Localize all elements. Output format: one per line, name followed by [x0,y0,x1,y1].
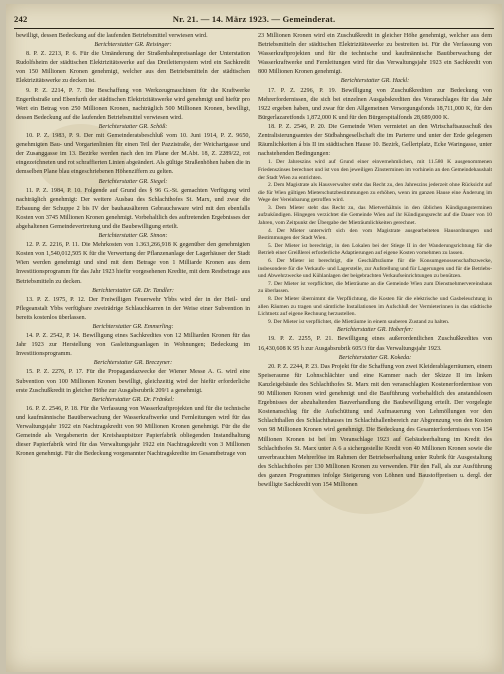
condition-item: 9. Der Mieter ist verpflichtet, die Mieträume in einem sauberen Zustand zu halten. [268,318,450,325]
paragraph: bewilligt, dessen Bedeckung auf die laufenden Betriebsmittel verwiesen wird. [16,33,208,39]
condition-item: 2. Dem Magistrate als Hausverwalter steht das Recht zu, den Jahreszins jederzeit ohne Rücksicht auf die für Wien gültigen Mieterschutzbestimmungen zu erhöhen, wenn im ganzen Hause eine Änderung im Wege der Vereinbarung getroffen wird. [258,182,492,204]
speaker-line: Berichterstatter GR. Reisinger: [94,42,172,49]
speaker-line: Berichterstatter GR. Schöß: [98,123,168,130]
condition-item: 6. Der Mieter ist berechtigt, die Geschäftsräume für die Konsumgenossenschaftszwecke, insbesondere für die Verkaufs- und Lagerstelle, zur Aufstellung und für Lagerungen und für die Betriebs- und Abwehrzwecke und Kühlanlagen der beigebrachten Verkaufseinrichtungen zu benützen. [258,258,492,280]
paragraph: 8. P. Z. 2213, P. 6. Für die Umänderung der Straßenbahnpreisanlage der Unterstation Rudolfsheim der städtischen Elektrizitätswerke auf das Dreileitersystem wird ein Sachkredit von 150 Millionen Kronen genehmigt, welcher aus den Betriebsmitteln der städtischen Elektrizitätswerke zu decken ist. [16,51,250,85]
page-header [14,14,494,28]
paragraph: 19. P. Z. 2255, P. 21. Bewilligung eines außerordentlichen Zuschußkredites von 16,430,608 K 95 h zur Ausgabsrubrik 605/3 für das Verwaltungsjahr 1923. [258,336,492,352]
paragraph: 18. P. Z. 2546, P. 20. Die Gemeinde Wien vermietet an den Wirtschaftsausschuß des Zentralisierungsamtes der Südbahngesellschaft die im Parterre und unter der Erde gelegenen Räumlichkeiten á bis II im städtischen Hause 10. Bezirk, Gellertplatz, Ecke Waringasse, unter nachstehenden Bedingungen: [258,123,492,158]
condition-item: 1. Der Jahreszins wird auf Grund einer einvernehmlichen, mit 11.580 K ausgenommenen Friedenszinses berechnet und ist von den jeweiligen Zinsterminen im vorhinein an den Gemeindehaushalt der Stadt Wien zu entrichten. [258,159,492,181]
condition-item: 8. Der Mieter übernimmt die Verpflichtung, die Kosten für die elektrische und Gasbeleuchtung in allen Räumen zu tragen und sämtliche Installationen im Aufschluß der Vermieterinnen in das städtische Lichtnetz auf eigene Rechnung herzustellen. [258,296,492,318]
speaker-line: Berichterstatter GR. Hoberfer: [336,327,414,334]
paragraph: 15. P. Z. 2276, P. 17. Für die Propagandazwecke der Wiener Messe A. G. wird eine Subvention von 100 Millionen Kronen bewilligt, gleichzeitig wird der hiefür erforderliche erste Zuschußkredit in gleicher Höhe zur Ausgabsrubrik 209/1 a genehmigt. [16,369,250,394]
right-column [258,32,492,664]
speaker-line: Berichterstatter GR. Kokeda: [338,354,412,361]
condition-item: 3. Dem Mieter steht das Recht zu, das Mietverhältnis in den üblichen Kündigungsterminen aufzukündigen. Hingegen verzichtet die Gemeinde Wien auf ihr Kündigungsrecht auf die Dauer von 10 Jahren, vom Zeitpunkt der Übergabe der Mieträumlichkeiten gerechnet. [258,204,492,227]
condition-item: 7. Der Mieter ist verpflichtet, die Mieträume an die Gemeinde Wien zum Dienstnehmervereinshaus zu überlassen. [258,280,492,295]
speaker-line: Berichterstatter GR. Dr. Tandler: [92,287,174,294]
speaker-line: Berichterstatter GR. Breczyner: [93,360,173,367]
left-column [16,32,250,664]
paragraph: 12. P. Z. 2216, P. 11. Die Mehrkosten von 1.363,266,918 K gegenüber den genehmigten Kosten von 1,540,012,505 K für die Verwertung der Pflanzenanlage der Lagerhäuser der Stadt Wien werden genehmigt und sind mit dem Betrage von 1 Milliarde Kronen aus dem Investitionsprogramm für das Jahr 1923 hiefür vorgesehenen Kredite, mit dem Restbetrage aus Betriebsmitteln zu decken. [16,242,250,285]
paragraph: 14. P. Z. 2542, P. 14. Bewilligung eines Sachkredites von 12 Milliarden Kronen für das Jahr 1923 zur Herstellung von Gasleitungsanlagen in Wohnungen; Bedeckung im Investitionsprogramm. [16,333,250,358]
issue-title: Nr. 21. — 14. März 1923. — Gemeinderat. [172,14,336,24]
paragraph: 23 Millionen Kronen wird ein Zuschußkredit in gleicher Höhe genehmigt, welcher aus dem Betriebsmitteln der städtischen Elektrizitätswerke zu bestreiten ist. Für die Verfassung von Wasserkraftprojekten und für die technische und kaufmännische Bauüberwachung der Wasserkraftwerke und Fernleitungen wird für das Verwaltungsjahr 1923 ein Sachkredit von 800 Millionen Kronen genehmigt. [258,33,492,76]
header-rule [14,28,494,29]
paragraph: 11. P. Z. 1984, P. 10. Folgende auf Grund des § 96 G.-St. gemachten Verfügung wird nachträglich genehmigt: Der weitere Ausbau des Schlachthofes St. Marx, und zwar die Erbauung der Schuppe 2 bis IV der bauhausälteren Gebrauchsware wird mit den ebenfalls Kosten von 3745 Millionen Kronen genehmigt. Vorbehaltlich des auftretenden Ergebnisses der abgehaltenen Gemeindevertretung und die Baubewilligung erteilt. [16,187,250,230]
paragraph: 13. P. Z. 1975, P. 12. Der Freiwilligen Feuerwehr Ybbs wird der in der Heil- und Pflegeanstalt Ybbs verfügbare zweirädrige Schlauchkarren in der Weise einer Subvention in bereits kostenlos überlassen. [16,296,250,321]
speaker-line: Berichterstatter GR. Hackl: [340,78,410,85]
speaker-line: Berichterstatter GR. Dr. Fränkel: [91,396,175,403]
speaker-line: Berichterstatter GR. Emmerling: [92,324,174,330]
speaker-line: Berichterstatter GR. Siegel: [98,178,168,185]
newspaper-page [6,4,502,672]
paragraph: 17. P. Z. 2296, P. 19. Bewilligung von Zuschußkrediten zur Bedeckung von Mehrerfordernissen, die sich bei einzelnen Ausgabskrediten des Voranschlages für das Jahr 1922 ergeben haben, und zwar für den Allgemeinen Versorgungsfonds 18,711,000 K, für den Bürgerlazaretfonds 1,872,000 K und für den Bürgerspitalfonds 28,689,000 K. [258,87,492,121]
paragraph: 16. P. Z. 2546, P. 18. Für die Verfassung von Wasserkraftprojekten und für die technische und kaufmännische Bauüberwachung der Wasserkraftwerke und Fernleitungen wird für das Verwaltungsjahr 1922 ein Nachtragskredit von 90 Millionen Kronen genehmigt. Für die die Gemeinde als Vergabenerin der Kreishauptsitzer Papierfabrik obliegenden Instandhaltung dieser Papierfabrik wird für das Verwaltungsjahr 1922 ein Nachtragskredit von 3 Millionen Kronen genehmigt. Für die Bedeckung vorgenannter Nachtragskredite im Gesamtbetrage von [16,405,250,458]
condition-item: 4. Der Mieter unterwirft sich den vom Magistrate ausgearbeiteten Hausordnungen und Bestimmungen der Stadt Wien. [258,227,492,242]
paragraph: 10. P. Z. 1983, P. 9. Der mit Gemeinderatsbeschluß vom 10. Juni 1914, P. Z. 9650, genehmigten Bau- und Vorgartenlinien für einen Teil der Pazzistraße, der Weichartgasse und der Zusanggasse im 13. Bezirke werden nach den im Plane der M.Abt. 18, Z. 2289/22, rot eingezeichneten und rot schraffierten Linien abgeändert. Als gültige Straßenhöhen haben die in demselben Plane blau eingeschriebenen Höhenziffern zu gelten. [16,133,250,176]
paragraph: 20. P. Z. 2244, P. 23. Das Projekt für die Schaffung von zwei Kleiderablagerräumen, einem Speiseraume für Lohnschlächter und eine Kammer nach der Skizze II im linken Kanzleigebäude des Schlachthofes St. Marx mit den veranschlagten Kostenerfordernisse von 90 Millionen Kronen wird genehmigt und die Bauführung vorbehaltlich des anstandslosen Ergebnisses der abzuhaltenden Bauverhandlung die Baubewilligung erteilt. Der vorgelegte Kostenanschlag für die Aufschüttung und Aufmauerung von Lehmöllungen vor den Schlachthallen des Schlachthauses im Schlachthallenbereich zur Abgrenzung von den Kosten von 98 Millionen Kronen wird genehmigt. Die Bedeckung des Gesamterfordernisses von 154 Millionen Kronen ist bei im Voranschlage 1923 auf Gebäudeerhaltung im Kredit des Schlachthofes St. Marx unter A 6 a sichergestellte Kredit von 40 Millionen Kronen sowie die unverbrauchten Mehrerlöse im Rahmen der Betriebserhaltung unter Rubrik für Ausgestaltung des Schlachthofes per 130 Millionen Kronen zu verwenden. Für den Fall, als zur Ausführung des ganzen Programmes infolge Steigerung von Löhnen und Baustoffpreisen u. dergl. der bewilligte Sachkredit von 154 Millionen [258,363,492,488]
speaker-line: Berichterstatter GR. Simon: [98,233,168,240]
page-number: 242 [14,14,28,24]
paragraph: 9. P. Z. 2214, P. 7. Die Beschaffung von Werkzeugmaschinen für die Kraftwerke Engerthstraße und Ebenfurth der städtischen Elektrizitätswerke wird genehmigt und hiefür pro Wert ein Betrag von 250 Millionen Kronen, nachträglich 500 Millionen Kronen, bewilligt, dessen Bedeckung auf die laufenden Betriebsmittel verwiesen wird. [16,87,250,121]
condition-item: 5. Der Mieter ist berechtigt, in den Lokalen bei der Stiege II in der Wanderungsrichtung für die Betrieb einer Greißlerei erforderliche Adaptierungen auf eigene Kosten vornehmen zu lassen. [258,242,492,257]
